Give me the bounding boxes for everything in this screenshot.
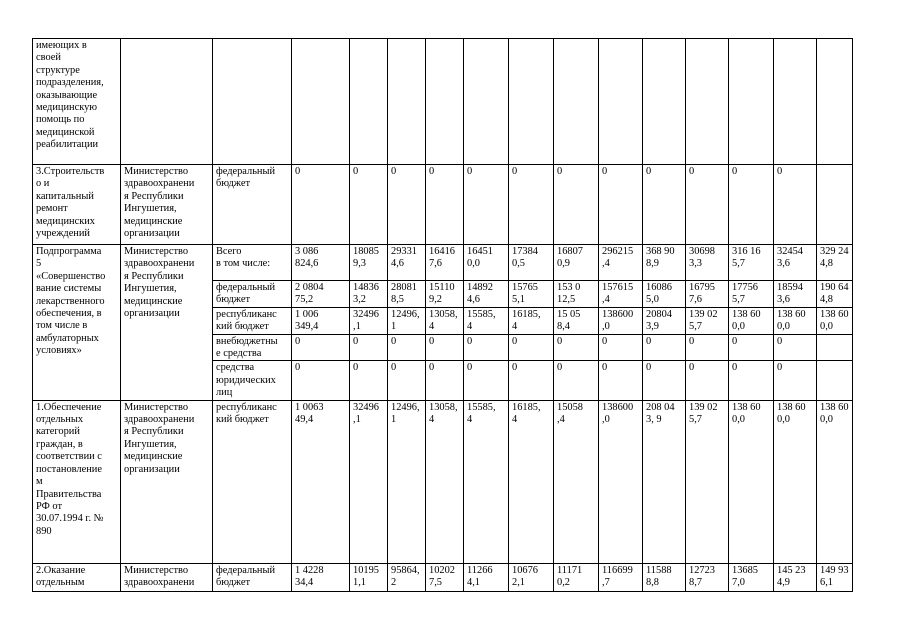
amount-cell: 17384 0,5 — [509, 245, 554, 281]
amount-cell: 16185, 4 — [509, 400, 554, 563]
amount-cell: 0 — [729, 334, 774, 361]
amount-cell: 16185, 4 — [509, 307, 554, 334]
amount-cell: 138 60 0,0 — [817, 307, 853, 334]
amount-cell: 12723 8,7 — [686, 563, 729, 591]
amount-cell: 0 — [509, 165, 554, 245]
amount-cell: 12496, 1 — [388, 307, 426, 334]
amount-cell: 0 — [774, 361, 817, 400]
amount-cell: 1 006 349,4 — [292, 307, 350, 334]
amount-cell: 32496 ,1 — [350, 400, 388, 563]
amount-cell: 316 16 5,7 — [729, 245, 774, 281]
amount-cell: 190 64 4,8 — [817, 281, 853, 308]
amount-cell: 95864, 2 — [388, 563, 426, 591]
table-row — [33, 39, 853, 165]
amount-cell: 0 — [388, 165, 426, 245]
amount-cell: 0 — [774, 334, 817, 361]
amount-cell — [817, 334, 853, 361]
amount-cell: 0 — [686, 165, 729, 245]
amount-cell: 15058 ,4 — [554, 400, 599, 563]
amount-cell: 15110 9,2 — [426, 281, 464, 308]
funding-source-cell: республиканс кий бюджет — [213, 400, 292, 563]
amount-cell: 0 — [350, 334, 388, 361]
amount-cell: 13058, 4 — [426, 307, 464, 334]
amount-cell — [817, 39, 853, 165]
amount-cell: 0 — [643, 361, 686, 400]
amount-cell: 0 — [292, 334, 350, 361]
amount-cell: 0 — [292, 361, 350, 400]
amount-cell: 10202 7,5 — [426, 563, 464, 591]
amount-cell — [350, 39, 388, 165]
amount-cell: 11588 8,8 — [643, 563, 686, 591]
amount-cell: 14892 4,6 — [464, 281, 509, 308]
amount-cell: 139 02 5,7 — [686, 307, 729, 334]
amount-cell: 16086 5,0 — [643, 281, 686, 308]
table-body — [33, 39, 853, 592]
amount-cell: 0 — [686, 361, 729, 400]
amount-cell: 0 — [464, 334, 509, 361]
funding-source-cell: Всего в том числе: — [213, 245, 292, 281]
amount-cell — [509, 39, 554, 165]
amount-cell: 0 — [350, 361, 388, 400]
amount-cell: 10195 1,1 — [350, 563, 388, 591]
amount-cell: 20804 3,9 — [643, 307, 686, 334]
amount-cell: 138 60 0,0 — [729, 400, 774, 563]
amount-cell: 11266 4,1 — [464, 563, 509, 591]
executor-cell — [121, 39, 213, 165]
amount-cell: 0 — [509, 361, 554, 400]
funding-source-cell: федеральный бюджет — [213, 165, 292, 245]
amount-cell: 139 02 5,7 — [686, 400, 729, 563]
amount-cell: 0 — [464, 165, 509, 245]
amount-cell: 16807 0,9 — [554, 245, 599, 281]
amount-cell: 0 — [599, 361, 643, 400]
amount-cell: 29331 4,6 — [388, 245, 426, 281]
amount-cell — [426, 39, 464, 165]
amount-cell: 0 — [426, 334, 464, 361]
amount-cell: 368 90 8,9 — [643, 245, 686, 281]
amount-cell: 15585, 4 — [464, 400, 509, 563]
amount-cell — [599, 39, 643, 165]
amount-cell: 329 24 4,8 — [817, 245, 853, 281]
amount-cell — [554, 39, 599, 165]
program-name-cell: 1.Обеспечение отдельных категорий граждан, в соответствии с постановление м Правительства РФ от 30.07.1994 г. № 890 — [33, 400, 121, 563]
amount-cell — [774, 39, 817, 165]
amount-cell: 16451 0,0 — [464, 245, 509, 281]
amount-cell: 0 — [388, 361, 426, 400]
amount-cell: 138 60 0,0 — [817, 400, 853, 563]
funding-source-cell: внебюджетны е средства — [213, 334, 292, 361]
amount-cell: 0 — [426, 165, 464, 245]
amount-cell — [292, 39, 350, 165]
amount-cell: 13058, 4 — [426, 400, 464, 563]
amount-cell: 18594 3,6 — [774, 281, 817, 308]
amount-cell: 1 4228 34,4 — [292, 563, 350, 591]
budget-table — [32, 38, 853, 592]
program-name-cell: 3.Строительств о и капитальный ремонт медицинских учреждений — [33, 165, 121, 245]
amount-cell: 13685 7,0 — [729, 563, 774, 591]
amount-cell: 138 60 0,0 — [729, 307, 774, 334]
amount-cell: 16795 7,6 — [686, 281, 729, 308]
funding-source-cell: федеральный бюджет — [213, 281, 292, 308]
amount-cell: 116699 ,7 — [599, 563, 643, 591]
amount-cell — [686, 39, 729, 165]
amount-cell: 16416 7,6 — [426, 245, 464, 281]
amount-cell — [388, 39, 426, 165]
amount-cell: 18085 9,3 — [350, 245, 388, 281]
amount-cell: 149 93 6,1 — [817, 563, 853, 591]
amount-cell — [817, 165, 853, 245]
amount-cell: 0 — [643, 334, 686, 361]
amount-cell: 15 05 8,4 — [554, 307, 599, 334]
amount-cell: 0 — [686, 334, 729, 361]
amount-cell — [817, 361, 853, 400]
amount-cell: 17756 5,7 — [729, 281, 774, 308]
program-name-cell: Подпрограмма 5 «Совершенство вание системы лекарственного обеспечения, в том числе в амбулаторных условиях» — [33, 245, 121, 401]
amount-cell: 30698 3,3 — [686, 245, 729, 281]
amount-cell: 0 — [643, 165, 686, 245]
amount-cell: 145 23 4,9 — [774, 563, 817, 591]
amount-cell: 1 0063 49,4 — [292, 400, 350, 563]
program-name-cell: 2.Оказание отдельным — [33, 563, 121, 591]
amount-cell: 0 — [350, 165, 388, 245]
amount-cell — [464, 39, 509, 165]
amount-cell: 10676 2,1 — [509, 563, 554, 591]
table-row — [33, 563, 853, 591]
executor-cell: Министерство здравоохранени — [121, 563, 213, 591]
executor-cell: Министерство здравоохранени я Республики Ингушетия, медицинские организации — [121, 400, 213, 563]
amount-cell: 0 — [599, 334, 643, 361]
executor-cell: Министерство здравоохранени я Республики Ингушетия, медицинские организации — [121, 165, 213, 245]
amount-cell: 15585, 4 — [464, 307, 509, 334]
executor-cell: Министерство здравоохранени я Республики Ингушетия, медицинские организации — [121, 245, 213, 401]
amount-cell: 0 — [599, 165, 643, 245]
amount-cell: 296215 ,4 — [599, 245, 643, 281]
amount-cell — [729, 39, 774, 165]
amount-cell: 138600 ,0 — [599, 400, 643, 563]
amount-cell: 32454 3,6 — [774, 245, 817, 281]
amount-cell: 14836 3,2 — [350, 281, 388, 308]
amount-cell: 15765 5,1 — [509, 281, 554, 308]
amount-cell — [643, 39, 686, 165]
amount-cell: 0 — [774, 165, 817, 245]
funding-source-cell: федеральный бюджет — [213, 563, 292, 591]
amount-cell: 208 04 3, 9 — [643, 400, 686, 563]
amount-cell: 28081 8,5 — [388, 281, 426, 308]
amount-cell: 138 60 0,0 — [774, 307, 817, 334]
amount-cell: 157615 ,4 — [599, 281, 643, 308]
amount-cell: 153 0 12,5 — [554, 281, 599, 308]
amount-cell: 11171 0,2 — [554, 563, 599, 591]
amount-cell: 138 60 0,0 — [774, 400, 817, 563]
amount-cell: 2 0804 75,2 — [292, 281, 350, 308]
amount-cell: 3 086 824,6 — [292, 245, 350, 281]
funding-source-cell: республиканс кий бюджет — [213, 307, 292, 334]
amount-cell: 0 — [292, 165, 350, 245]
table-row — [33, 245, 853, 281]
amount-cell: 0 — [509, 334, 554, 361]
amount-cell: 0 — [554, 165, 599, 245]
amount-cell: 0 — [554, 361, 599, 400]
amount-cell: 0 — [426, 361, 464, 400]
amount-cell: 0 — [464, 361, 509, 400]
amount-cell: 0 — [554, 334, 599, 361]
amount-cell: 0 — [388, 334, 426, 361]
amount-cell: 12496, 1 — [388, 400, 426, 563]
funding-source-cell — [213, 39, 292, 165]
amount-cell: 138600 ,0 — [599, 307, 643, 334]
amount-cell: 0 — [729, 361, 774, 400]
table-row — [33, 400, 853, 563]
amount-cell: 0 — [729, 165, 774, 245]
funding-source-cell: средства юридических лиц — [213, 361, 292, 400]
table-row — [33, 165, 853, 245]
program-name-cell: имеющих в своей структуре подразделения, оказывающие медицинскую помощь по медицинской реабилитации — [33, 39, 121, 165]
amount-cell: 32496 ,1 — [350, 307, 388, 334]
